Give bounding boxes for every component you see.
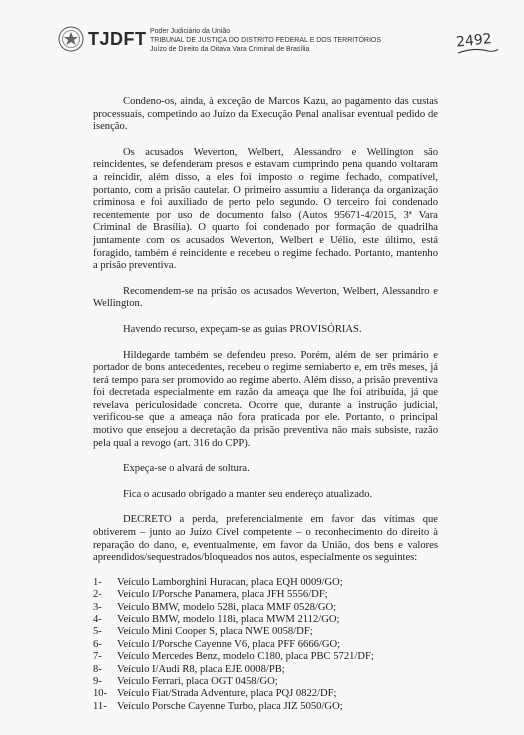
paragraph-release-order: Expeça-se o alvará de soltura. <box>123 463 250 475</box>
list-item: 1- Veículo Lamborghini Huracan, placa EQH 0009/GO; <box>93 576 343 588</box>
page-stamp-number: 2492 <box>455 30 493 51</box>
list-item: 9- Veículo Ferrari, placa OGT 0458/GO; <box>93 676 278 688</box>
list-item: 4- Veículo BMW, modelo 118i, placa MWM 2112/GO; <box>93 614 340 626</box>
header-line-2: TRIBUNAL DE JUSTIÇA DO DISTRITO FEDERAL E DOS TERRITÓRIOS <box>150 37 382 44</box>
paragraph-address: Fica o acusado obrigado a manter seu endereço atualizado. <box>123 488 373 500</box>
list-item: 3- Veículo BMW, modelo 528i, placa MMF 0528/GO; <box>93 601 337 613</box>
paragraph-costs: Condeno-os, ainda, à exceção de Marcos Kazu, ao pagamento das custas processuais, competindo ao Juízo da Execução Penal analisar eventual pedido de isenção. <box>93 96 438 133</box>
court-title-block <box>150 27 381 54</box>
document-body <box>93 96 438 713</box>
paragraph-forfeiture: DECRETO a perda, preferencialmente em favor das vítimas que obtiverem – junto ao Juízo Cível competente – o reconhecimento do direito à reparação do dano, e, eventualmente, em favor da União, dos bens e valores apreendidos/sequestrados/bloqueados nos autos, especialmente os seguintes: <box>93 514 438 564</box>
page-number-stamp <box>452 25 502 65</box>
court-seal-icon <box>58 26 84 52</box>
paragraph-appeal: Havendo recurso, expeçam-se as guias PROVISÓRIAS. <box>123 323 362 335</box>
paragraph-recommend-prison: Recomendem-se na prisão os acusados Weverton, Welbert, Alessandro e Wellington. <box>93 285 438 310</box>
paragraph-reincidence: Os acusados Weverton, Welbert, Alessandro e Wellington são reincidentes, se defenderam presos e estavam cumprindo pena quando voltaram a reincidir, além disso, a eles foi imposto o regime fechado, compatível, portanto, com a prisão cautelar. O primeiro assumiu a liderança da organização criminosa e foi auxiliado de perto pelo segundo. O terceiro foi condenado recentemente por uso de documento falso (Autos 95671-4/2015, 3ª Vara Criminal de Brasília). O quarto foi condenado por formação de quadrilha juntamente com os acusados Weverton, Welbert e Uélio, este último, está foragido, também é reincidente e recebeu o regime fechado. Portanto, mantenho a prisão preventiva. <box>93 146 438 272</box>
list-item: 5- Veículo Mini Cooper S, placa NWE 0058/DF; <box>93 626 313 638</box>
header-line-3: Juízo de Direito da Oitava Vara Criminal de Brasília <box>150 46 310 53</box>
seized-vehicles-list <box>93 577 438 713</box>
header-line-1: Poder Judiciário da União <box>150 28 231 35</box>
court-logo-text: TJDFT <box>88 29 147 49</box>
list-item: 2- Veículo I/Porsche Panamera, placa JFH 5556/DF; <box>93 589 328 601</box>
list-item: 10- Veículo Fiat/Strada Adventure, placa PQJ 0822/DF; <box>93 688 337 700</box>
list-item: 11- Veículo Porsche Cayenne Turbo, placa JIZ 5050/GO; <box>93 700 343 712</box>
paragraph-hildegarde: Hildegarde também se defendeu preso. Porém, além de ser primário e portador de bons antecedentes, recebeu o regime semiaberto e, em três meses, já terá tempo para ser promovido ao regime aberto. Além disso, a prisão preventiva foi decretada especialmente em razão da ameaça que lhe foi atribuída, já que revelava periculosidade concreta. Ocorre que, durante a instrução judicial, verificou-se que a ameaça não fora praticada por ele. Portanto, o principal motivo que ensejou a decretação da prisão preventiva não mais subsiste, razão pela qual a revogo (art. 316 do CPP). <box>93 349 438 449</box>
list-item: 7- Veículo Mercedes Benz, modelo C180, placa PBC 5721/DF; <box>93 651 374 663</box>
list-item: 8- Veículo I/Audi R8, placa EJE 0008/PB; <box>93 663 285 675</box>
court-header <box>58 26 478 60</box>
list-item: 6- Veículo I/Porsche Cayenne V6, placa PFF 6666/GO; <box>93 638 341 650</box>
